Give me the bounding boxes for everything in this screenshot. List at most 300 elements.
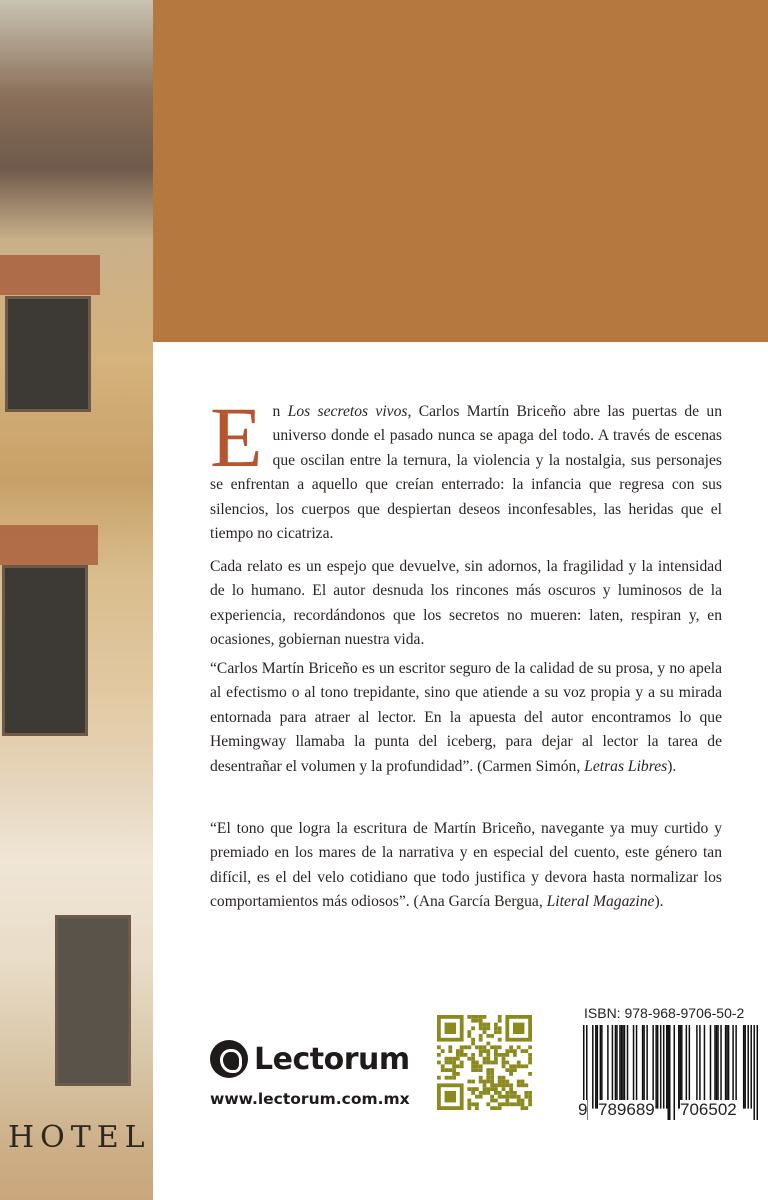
qr-module [528, 1102, 532, 1106]
qr-module [517, 1102, 521, 1106]
brick-arch [0, 255, 100, 295]
text-segment: ). [654, 893, 664, 911]
qr-module [479, 1038, 483, 1042]
barcode-bar [643, 1025, 645, 1109]
italic-title: Los secretos vivos, [287, 403, 412, 420]
qr-module [479, 1076, 483, 1080]
qr-module [517, 1045, 521, 1049]
barcode-bar [681, 1025, 683, 1109]
qr-module [456, 1064, 460, 1068]
review-quote-2 [210, 817, 722, 915]
qr-module [479, 1053, 483, 1057]
barcode-bar [607, 1025, 609, 1109]
barcode-bar [743, 1025, 745, 1109]
text-segment: n [272, 403, 288, 420]
qr-code [437, 1015, 532, 1110]
qr-module [448, 1049, 452, 1053]
blurb-paragraph-1 [210, 389, 723, 546]
qr-module [486, 1091, 490, 1095]
qr-module [456, 1053, 460, 1057]
barcode-bar [595, 1025, 597, 1109]
qr-module [486, 1068, 490, 1072]
qr-module [513, 1023, 524, 1034]
barcode-bar [720, 1025, 722, 1109]
qr-module [471, 1064, 475, 1068]
qr-module [505, 1091, 509, 1095]
qr-module [486, 1061, 490, 1065]
barcode-digits-right: 706502 [680, 1100, 737, 1119]
italic-title: Letras Libres [584, 757, 668, 775]
qr-module [445, 1023, 456, 1034]
barcode-bar [717, 1025, 719, 1109]
qr-module [490, 1083, 494, 1087]
qr-module [467, 1080, 471, 1084]
qr-module [498, 1019, 502, 1023]
qr-module [475, 1019, 479, 1023]
qr-module [490, 1087, 494, 1091]
qr-module [494, 1045, 498, 1049]
qr-module [441, 1068, 445, 1072]
qr-module [494, 1099, 498, 1103]
qr-module [524, 1064, 528, 1068]
qr-module [509, 1068, 513, 1072]
qr-module [521, 1106, 525, 1110]
qr-module [471, 1061, 475, 1065]
qr-module [486, 1087, 490, 1091]
qr-module [513, 1064, 517, 1068]
qr-module [505, 1099, 509, 1103]
barcode-bar [704, 1025, 706, 1109]
qr-module [490, 1045, 494, 1049]
barcode-bar [680, 1025, 682, 1109]
qr-module [452, 1068, 456, 1072]
qr-module [479, 1034, 483, 1038]
qr-module [479, 1080, 483, 1084]
qr-module [509, 1087, 513, 1091]
qr-module [471, 1015, 475, 1019]
qr-module [502, 1102, 506, 1106]
barcode-bar [652, 1025, 654, 1109]
qr-module [490, 1095, 494, 1099]
qr-module [524, 1049, 528, 1053]
qr-module [467, 1015, 471, 1019]
qr-module [479, 1091, 483, 1095]
qr-module [486, 1057, 490, 1061]
brick-arch [0, 525, 98, 565]
qr-module [505, 1102, 509, 1106]
qr-module [475, 1087, 479, 1091]
qr-module [498, 1053, 502, 1057]
publisher-name: Lectorum [254, 1041, 410, 1077]
barcode-bar [616, 1025, 618, 1109]
qr-module [524, 1106, 528, 1110]
qr-module [509, 1095, 513, 1099]
qr-module [528, 1057, 532, 1061]
qr-module [494, 1087, 498, 1091]
qr-module [505, 1080, 509, 1084]
qr-module [445, 1061, 449, 1065]
qr-module [505, 1053, 509, 1057]
qr-module [490, 1068, 494, 1072]
barcode-bar [674, 1025, 676, 1120]
barcode-bar [627, 1025, 629, 1109]
qr-module [521, 1099, 525, 1103]
qr-module [528, 1095, 532, 1099]
text-segment: “El tono que logra la escritura de Martín Briceño, navegante ya muy curtido y premiado en los mares de la narrativa y en especial del cuento, este género tan difícil, es el del velo cotidiano que todo justifica y devora hasta normalizar los comportamientos más odiosos”. (Ana García Bergua, [210, 820, 722, 911]
qr-module [483, 1087, 487, 1091]
qr-module [467, 1034, 471, 1038]
qr-module [517, 1061, 521, 1065]
barcode-bar [726, 1025, 728, 1109]
qr-module [445, 1091, 456, 1102]
text-segment: ). [667, 757, 677, 775]
barcode-bar [714, 1025, 716, 1109]
qr-module [494, 1057, 498, 1061]
qr-module [467, 1102, 471, 1106]
qr-module [505, 1061, 509, 1065]
qr-module [486, 1053, 490, 1057]
qr-module [467, 1106, 471, 1110]
painted-window [2, 565, 88, 736]
qr-module [467, 1099, 471, 1103]
qr-module [494, 1106, 498, 1110]
barcode-bar [689, 1025, 691, 1109]
text-segment: Carlos Martín Briceño abre las puertas de un universo donde el pasado nunca se apaga del todo. A través de escenas que oscilan entre la ternura, la violencia y la nostalgia, sus personajes se enfrentan a aquello que creían enterrado: la infancia que regresa con sus silencios, los cuerpos que despiertan deseos inconfesables, las heridas que el tiempo no cicatriza. [210, 403, 723, 543]
qr-module [517, 1095, 521, 1099]
qr-module [490, 1106, 494, 1110]
qr-module [475, 1015, 479, 1019]
text-segment: Cada relato es un espejo que devuelve, sin adornos, la fragilidad y la intensidad de lo humano. El autor desnuda los rincones más oscuros y luminosos de la experiencia, recordándonos que los secretos no mueren: laten, respiran y, en ocasiones, gobiernan nuestra vida. [210, 558, 722, 649]
qr-module [467, 1045, 471, 1049]
qr-module [483, 1057, 487, 1061]
barcode-bar [655, 1025, 657, 1109]
qr-module [502, 1083, 506, 1087]
qr-module [483, 1026, 487, 1030]
qr-module [490, 1034, 494, 1038]
qr-module [486, 1076, 490, 1080]
qr-module [505, 1083, 509, 1087]
qr-module [479, 1023, 483, 1027]
qr-module [486, 1080, 490, 1084]
qr-module [486, 1072, 490, 1076]
barcode-bar [642, 1025, 644, 1109]
barcode-bar [592, 1025, 594, 1109]
barcode-bar [622, 1025, 624, 1109]
qr-module [502, 1057, 506, 1061]
qr-module [521, 1080, 525, 1084]
qr-module [521, 1064, 525, 1068]
qr-module [471, 1102, 475, 1106]
publisher-logo [210, 1040, 410, 1078]
qr-module [524, 1083, 528, 1087]
qr-module [498, 1076, 502, 1080]
qr-module [437, 1045, 441, 1049]
qr-module [475, 1045, 479, 1049]
qr-module [486, 1023, 490, 1027]
drop-cap: E [210, 389, 263, 485]
qr-module [498, 1083, 502, 1087]
qr-module [483, 1061, 487, 1065]
qr-module [486, 1034, 490, 1038]
qr-module [494, 1061, 498, 1065]
qr-module [464, 1053, 468, 1057]
qr-module [513, 1091, 517, 1095]
qr-module [464, 1045, 468, 1049]
qr-module [471, 1091, 475, 1095]
qr-module [437, 1053, 441, 1057]
qr-module [498, 1095, 502, 1099]
qr-module [498, 1080, 502, 1084]
qr-module [452, 1057, 456, 1061]
barcode-bar [663, 1025, 665, 1109]
qr-module [437, 1076, 441, 1080]
qr-module [509, 1102, 513, 1106]
barcode-bar [753, 1025, 755, 1120]
qr-module [467, 1087, 471, 1091]
qr-module [479, 1095, 483, 1099]
qr-module [494, 1026, 498, 1030]
barcode-bar [686, 1025, 688, 1109]
qr-module [521, 1083, 525, 1087]
qr-module [490, 1080, 494, 1084]
barcode-bar [612, 1025, 614, 1109]
barcode-bar [756, 1025, 758, 1120]
qr-module [448, 1061, 452, 1065]
qr-module [490, 1072, 494, 1076]
qr-module [471, 1068, 475, 1072]
qr-module [505, 1068, 509, 1072]
qr-module [486, 1042, 490, 1046]
qr-module [494, 1083, 498, 1087]
qr-module [517, 1099, 521, 1103]
qr-module [445, 1057, 449, 1061]
qr-module [517, 1080, 521, 1084]
qr-module [502, 1095, 506, 1099]
qr-module [490, 1099, 494, 1103]
qr-module [471, 1053, 475, 1057]
qr-module [456, 1057, 460, 1061]
qr-module [445, 1076, 449, 1080]
qr-module [524, 1091, 528, 1095]
qr-module [502, 1080, 506, 1084]
qr-module [437, 1061, 441, 1065]
barcode-bar [678, 1025, 680, 1109]
barcode-bar [725, 1025, 727, 1109]
qr-module [467, 1030, 471, 1034]
barcode-bar [710, 1025, 712, 1109]
painted-window [5, 296, 91, 412]
barcode-bar [621, 1025, 623, 1109]
barcode-bar [747, 1025, 749, 1109]
isbn-label: ISBN: 978-968-9706-50-2 [584, 1005, 745, 1021]
qr-module [471, 1042, 475, 1046]
qr-module [521, 1102, 525, 1106]
qr-module [502, 1064, 506, 1068]
qr-module [471, 1026, 475, 1030]
qr-module [445, 1068, 449, 1072]
qr-module [498, 1045, 502, 1049]
qr-module [513, 1095, 517, 1099]
barcode-bar [646, 1025, 648, 1109]
qr-module [505, 1095, 509, 1099]
qr-module [452, 1064, 456, 1068]
qr-module [479, 1045, 483, 1049]
qr-module [498, 1038, 502, 1042]
qr-module [479, 1049, 483, 1053]
qr-module [460, 1045, 464, 1049]
barcode-bar [615, 1025, 617, 1109]
barcode-bar [666, 1025, 668, 1109]
barcode-digit-first: 9 [578, 1100, 588, 1119]
qr-module [528, 1091, 532, 1095]
qr-module [498, 1026, 502, 1030]
qr-module [483, 1015, 487, 1019]
cover-painting [0, 0, 153, 1200]
qr-module [490, 1076, 494, 1080]
qr-module [475, 1106, 479, 1110]
qr-module [505, 1049, 509, 1053]
italic-title: Literal Magazine [546, 893, 655, 911]
qr-module [452, 1061, 456, 1065]
color-band [153, 0, 768, 342]
qr-module [483, 1091, 487, 1095]
barcode-bar [699, 1025, 701, 1109]
qr-module [460, 1049, 464, 1053]
barcode-bar [597, 1025, 599, 1109]
qr-module [479, 1064, 483, 1068]
qr-module [498, 1015, 502, 1019]
qr-module [448, 1076, 452, 1080]
qr-module [513, 1102, 517, 1106]
qr-module [471, 1057, 475, 1061]
qr-module [490, 1061, 494, 1065]
qr-module [502, 1076, 506, 1080]
qr-module [460, 1061, 464, 1065]
qr-module [483, 1030, 487, 1034]
qr-module [483, 1023, 487, 1027]
qr-module [475, 1068, 479, 1072]
qr-module [494, 1053, 498, 1057]
barcode-bar [696, 1025, 698, 1109]
text-segment: “Carlos Martín Briceño es un escritor seguro de la calidad de su prosa, y no apela al efectismo o al tono trepidante, sino que atiende a su voz propia y a su mirada entornada para atraer al lector. En la apuesta del autor encontramos lo que Hemingway llamaba la punta del iceberg, para dejar al lector la tarea de desentrañar el volumen y la profundidad”. (Carmen Simón, [210, 660, 722, 775]
blurb-paragraph-2 [210, 555, 722, 653]
qr-module [494, 1023, 498, 1027]
qr-module [483, 1080, 487, 1084]
barcode-bar [624, 1025, 626, 1109]
barcode-bar [667, 1025, 669, 1120]
qr-module [494, 1049, 498, 1053]
qr-module [513, 1053, 517, 1057]
hotel-sign: HOTEL [8, 1120, 151, 1155]
barcode-bar [636, 1025, 638, 1109]
publisher-url: www.lectorum.com.mx [210, 1090, 410, 1108]
barcode-bar [601, 1025, 603, 1109]
painted-window [55, 915, 131, 1086]
qr-module [483, 1083, 487, 1087]
barcode-bar [660, 1025, 662, 1109]
barcode-bar [744, 1025, 746, 1109]
qr-module [479, 1068, 483, 1072]
qr-module [471, 1080, 475, 1084]
qr-module [509, 1064, 513, 1068]
qr-module [502, 1087, 506, 1091]
barcode-bar [619, 1025, 621, 1109]
qr-module [441, 1049, 445, 1053]
qr-module [486, 1026, 490, 1030]
barcode-bar [750, 1025, 752, 1109]
qr-module [486, 1102, 490, 1106]
qr-module [498, 1091, 502, 1095]
barcode-bar [728, 1025, 730, 1109]
qr-module [517, 1064, 521, 1068]
qr-module [452, 1072, 456, 1076]
barcode-bar [735, 1025, 737, 1109]
barcode-bar [657, 1025, 659, 1109]
qr-module [528, 1072, 532, 1076]
qr-module [517, 1083, 521, 1087]
qr-module [498, 1102, 502, 1106]
qr-module [471, 1087, 475, 1091]
qr-module [452, 1076, 456, 1080]
qr-module [448, 1057, 452, 1061]
qr-module [456, 1049, 460, 1053]
qr-module [509, 1072, 513, 1076]
qr-module [509, 1083, 513, 1087]
barcode-bar [600, 1025, 602, 1109]
qr-module [479, 1015, 483, 1019]
review-quote-1 [210, 657, 722, 779]
qr-module [441, 1064, 445, 1068]
qr-module [502, 1061, 506, 1065]
qr-module [498, 1106, 502, 1110]
qr-module [475, 1061, 479, 1065]
barcode-digits-left: 789689 [598, 1100, 655, 1119]
barcode-bar [716, 1025, 718, 1109]
barcode-bar [633, 1025, 635, 1109]
qr-module [528, 1045, 532, 1049]
qr-module [509, 1045, 513, 1049]
qr-module [486, 1049, 490, 1053]
qr-module [475, 1095, 479, 1099]
qr-module [471, 1038, 475, 1042]
qr-module [460, 1053, 464, 1057]
qr-module [502, 1053, 506, 1057]
qr-module [479, 1019, 483, 1023]
lectorum-logo-icon [210, 1040, 248, 1078]
qr-module [521, 1049, 525, 1053]
qr-module [448, 1045, 452, 1049]
barcode-bar [669, 1025, 671, 1120]
barcode-bar [732, 1025, 734, 1109]
qr-module [498, 1030, 502, 1034]
qr-module [448, 1068, 452, 1072]
qr-module [528, 1061, 532, 1065]
qr-module [475, 1102, 479, 1106]
qr-module [483, 1049, 487, 1053]
qr-module [460, 1064, 464, 1068]
qr-module [509, 1091, 513, 1095]
qr-module [524, 1095, 528, 1099]
qr-module [475, 1064, 479, 1068]
qr-module [528, 1053, 532, 1057]
qr-module [509, 1049, 513, 1053]
qr-module [483, 1045, 487, 1049]
qr-module [494, 1091, 498, 1095]
qr-module [513, 1049, 517, 1053]
qr-module [467, 1057, 471, 1061]
qr-module [471, 1019, 475, 1023]
qr-module [494, 1030, 498, 1034]
